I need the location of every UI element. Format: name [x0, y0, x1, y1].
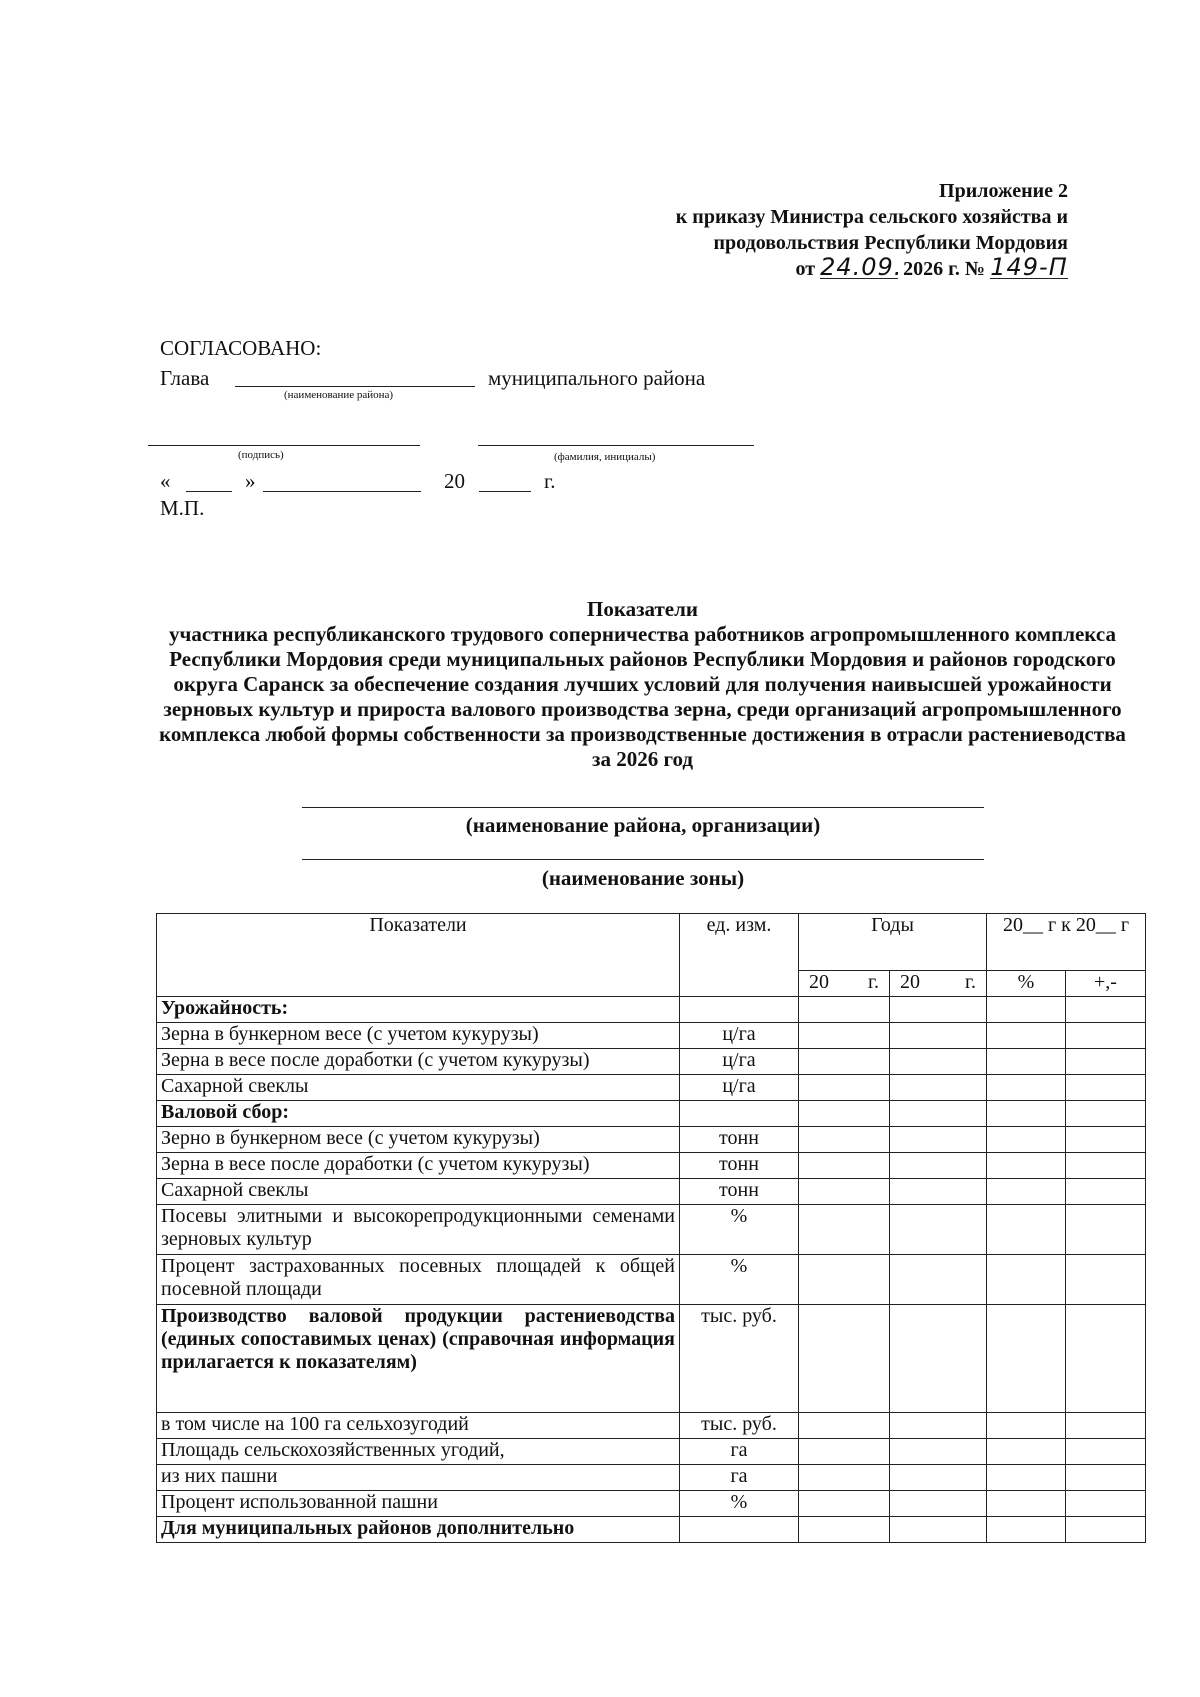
table-row [157, 1023, 1146, 1049]
year-1-suffix: г. [868, 971, 879, 993]
row-unit: ц/га [680, 1075, 799, 1101]
value-year-1-cell[interactable] [799, 1439, 890, 1465]
row-label: из них пашни [157, 1465, 680, 1491]
value-delta-cell[interactable] [1066, 1127, 1146, 1153]
value-percent-cell[interactable] [987, 1413, 1066, 1439]
table-row [157, 1413, 1146, 1439]
row-label: Зерно в бункерном весе (с учетом кукурузы) [157, 1127, 680, 1153]
zone-name-field[interactable] [302, 859, 984, 860]
table-header-row [157, 914, 1146, 971]
table-row [157, 1491, 1146, 1517]
value-year-2-cell[interactable] [890, 1517, 987, 1543]
table-row [157, 1101, 1146, 1127]
value-year-2-cell[interactable] [890, 1075, 987, 1101]
row-unit [680, 1517, 799, 1543]
row-unit [680, 997, 799, 1023]
value-year-1-cell[interactable] [799, 1023, 890, 1049]
value-year-1-cell[interactable] [799, 1127, 890, 1153]
row-label: Посевы элитными и высокорепродукционными семенами зерновых культур [157, 1205, 680, 1255]
value-year-1-cell[interactable] [799, 1413, 890, 1439]
header-year-2 [890, 971, 987, 997]
appendix-order-line: к приказу Министра сельского хозяйства и [675, 206, 1068, 228]
value-delta-cell[interactable] [1066, 1023, 1146, 1049]
value-delta-cell[interactable] [1066, 1179, 1146, 1205]
row-unit: ц/га [680, 1049, 799, 1075]
row-label: Зерна в бункерном весе (с учетом кукурузы) [157, 1023, 680, 1049]
value-year-1-cell[interactable] [799, 1305, 890, 1413]
quote-open: « [160, 469, 171, 493]
agreed-heading: СОГЛАСОВАНО: [160, 336, 322, 360]
document-title [150, 597, 1135, 772]
row-label: Валовой сбор: [157, 1101, 680, 1127]
value-year-2-cell[interactable] [890, 1205, 987, 1255]
value-year-2-cell[interactable] [890, 1049, 987, 1075]
value-percent-cell[interactable] [987, 1127, 1066, 1153]
zone-caption: (наименование зоны) [541, 866, 745, 890]
signature-hint: (подпись) [238, 449, 284, 461]
appendix-date-line [676, 253, 1068, 282]
handwritten-date: 24.09. [820, 253, 903, 281]
from-label: от [795, 258, 816, 280]
date-year-field[interactable] [479, 491, 531, 492]
year-number-label: 2026 г. № [903, 258, 985, 280]
appendix-block [676, 178, 1068, 282]
value-year-1-cell[interactable] [799, 1465, 890, 1491]
value-percent-cell[interactable] [987, 1439, 1066, 1465]
row-label: Производство валовой продукции растениеводства (единых сопоставимых ценах) (справочная информация прилагается к показателям) [157, 1305, 680, 1413]
table-row [157, 1127, 1146, 1153]
header-compare: 20__ г к 20__ г [987, 914, 1146, 971]
row-unit: % [680, 1205, 799, 1255]
value-year-2-cell[interactable] [890, 1305, 987, 1413]
row-unit: тонн [680, 1127, 799, 1153]
year-suffix: г. [544, 469, 556, 493]
year-2-suffix: г. [965, 971, 976, 993]
header-delta: +,- [1066, 971, 1146, 997]
table-row [157, 1075, 1146, 1101]
value-year-2-cell[interactable] [890, 997, 987, 1023]
value-delta-cell[interactable] [1066, 1517, 1146, 1543]
row-label: Урожайность: [157, 997, 680, 1023]
row-label: Зерна в весе после доработки (с учетом кукурузы) [157, 1049, 680, 1075]
appendix-title: Приложение 2 [939, 180, 1068, 202]
value-percent-cell[interactable] [987, 1153, 1066, 1179]
value-year-1-cell[interactable] [799, 1179, 890, 1205]
value-year-1-cell[interactable] [799, 1049, 890, 1075]
organization-name-field[interactable] [302, 807, 984, 808]
row-unit: га [680, 1465, 799, 1491]
quote-close: » [245, 469, 256, 493]
district-name-hint: (наименование района) [284, 389, 394, 401]
header-years: Годы [799, 914, 987, 971]
table-row [157, 1305, 1146, 1413]
row-label: Сахарной свеклы [157, 1075, 680, 1101]
full-name-field[interactable] [478, 445, 754, 446]
signature-field[interactable] [148, 445, 420, 446]
value-delta-cell[interactable] [1066, 1465, 1146, 1491]
value-year-1-cell[interactable] [799, 1101, 890, 1127]
title-body: участника республиканского трудового соперничества работников агропромышленного комплекса Республики Мордовия среди муниципальных районов Республики Мордовия и районов городского округа Саранск за обеспечение создания лучших условий для получения наивысшей урожайности зерновых культур и прироста валового производства зерна, среди организаций агропромышленного комплекса любой формы собственности за производственные достижения в отрасли растениеводства за 2026 год [159, 622, 1126, 771]
value-delta-cell[interactable] [1066, 1075, 1146, 1101]
row-unit: ц/га [680, 1023, 799, 1049]
header-unit: ед. изм. [680, 914, 799, 997]
row-unit: тыс. руб. [680, 1305, 799, 1413]
header-indicators: Показатели [157, 914, 680, 997]
value-delta-cell[interactable] [1066, 1101, 1146, 1127]
value-year-2-cell[interactable] [890, 1413, 987, 1439]
value-percent-cell[interactable] [987, 1305, 1066, 1413]
row-unit: % [680, 1491, 799, 1517]
value-percent-cell[interactable] [987, 1023, 1066, 1049]
row-unit: % [680, 1255, 799, 1305]
value-year-1-cell[interactable] [799, 1075, 890, 1101]
value-delta-cell[interactable] [1066, 1413, 1146, 1439]
value-year-2-cell[interactable] [890, 1255, 987, 1305]
date-day-field[interactable] [186, 491, 232, 492]
row-unit: га [680, 1439, 799, 1465]
value-percent-cell[interactable] [987, 1075, 1066, 1101]
table-row [157, 1517, 1146, 1543]
district-name-field[interactable] [235, 386, 475, 387]
value-year-2-cell[interactable] [890, 1179, 987, 1205]
stamp-placeholder: М.П. [160, 496, 205, 520]
value-delta-cell[interactable] [1066, 1255, 1146, 1305]
value-percent-cell[interactable] [987, 1205, 1066, 1255]
header-percent: % [987, 971, 1066, 997]
value-year-2-cell[interactable] [890, 1127, 987, 1153]
value-delta-cell[interactable] [1066, 1205, 1146, 1255]
value-delta-cell[interactable] [1066, 1153, 1146, 1179]
date-month-field[interactable] [263, 491, 421, 492]
row-label: в том числе на 100 га сельхозугодий [157, 1413, 680, 1439]
value-year-1-cell[interactable] [799, 1255, 890, 1305]
row-unit: тонн [680, 1153, 799, 1179]
value-delta-cell[interactable] [1066, 1439, 1146, 1465]
row-label: Сахарной свеклы [157, 1179, 680, 1205]
value-year-1-cell[interactable] [799, 1153, 890, 1179]
title-heading: Показатели [586, 597, 699, 621]
century-label: 20 [444, 469, 465, 493]
table-row [157, 1439, 1146, 1465]
table-row [157, 997, 1146, 1023]
year-2-prefix: 20 [900, 971, 920, 993]
table-row [157, 1465, 1146, 1491]
row-unit [680, 1101, 799, 1127]
handwritten-number: 149-П [990, 253, 1068, 281]
header-year-1 [799, 971, 890, 997]
value-year-2-cell[interactable] [890, 1491, 987, 1517]
value-year-1-cell[interactable] [799, 1517, 890, 1543]
row-label: Для муниципальных районов дополнительно [157, 1517, 680, 1543]
value-year-2-cell[interactable] [890, 1023, 987, 1049]
row-label: Площадь сельскохозяйственных угодий, [157, 1439, 680, 1465]
municipal-district-label: муниципального района [488, 366, 706, 390]
row-label: Процент застрахованных посевных площадей к общей посевной площади [157, 1255, 680, 1305]
value-percent-cell[interactable] [987, 1465, 1066, 1491]
value-year-2-cell[interactable] [890, 1439, 987, 1465]
value-percent-cell[interactable] [987, 1179, 1066, 1205]
organization-caption: (наименование района, организации) [465, 813, 821, 837]
row-unit: тонн [680, 1179, 799, 1205]
value-delta-cell[interactable] [1066, 1491, 1146, 1517]
value-percent-cell[interactable] [987, 1255, 1066, 1305]
full-name-hint: (фамилия, инициалы) [554, 451, 656, 463]
row-unit: тыс. руб. [680, 1413, 799, 1439]
row-label: Процент использованной пашни [157, 1491, 680, 1517]
indicators-table [156, 913, 1146, 1543]
value-year-2-cell[interactable] [890, 1153, 987, 1179]
table-row [157, 1153, 1146, 1179]
value-year-1-cell[interactable] [799, 1491, 890, 1517]
value-year-1-cell[interactable] [799, 1205, 890, 1255]
value-delta-cell[interactable] [1066, 1305, 1146, 1413]
row-label: Зерна в весе после доработки (с учетом кукурузы) [157, 1153, 680, 1179]
table-row [157, 1049, 1146, 1075]
value-delta-cell[interactable] [1066, 997, 1146, 1023]
value-percent-cell[interactable] [987, 1517, 1066, 1543]
value-percent-cell[interactable] [987, 1491, 1066, 1517]
value-year-1-cell[interactable] [799, 997, 890, 1023]
value-delta-cell[interactable] [1066, 1049, 1146, 1075]
value-percent-cell[interactable] [987, 1101, 1066, 1127]
value-percent-cell[interactable] [987, 1049, 1066, 1075]
table-row [157, 1179, 1146, 1205]
table-row [157, 1205, 1146, 1255]
value-year-2-cell[interactable] [890, 1465, 987, 1491]
table-row [157, 1255, 1146, 1305]
appendix-ministry-line: продовольствия Республики Мордовия [713, 232, 1068, 254]
value-percent-cell[interactable] [987, 997, 1066, 1023]
head-label: Глава [160, 366, 210, 390]
value-year-2-cell[interactable] [890, 1101, 987, 1127]
year-1-prefix: 20 [809, 971, 829, 993]
